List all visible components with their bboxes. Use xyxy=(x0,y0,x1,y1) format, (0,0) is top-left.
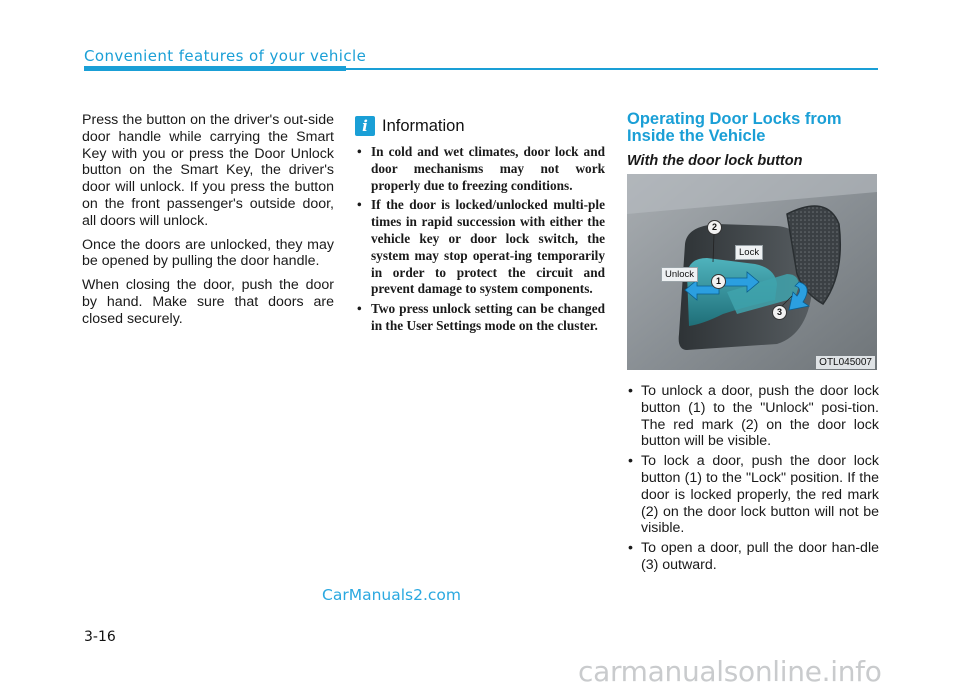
watermark-link[interactable]: CarManuals2.com xyxy=(322,586,461,604)
information-icon: i xyxy=(355,116,375,136)
list-item: • To lock a door, push the door lock button (1) to the "Lock" position. If the door is locked properly, the red mark (2) on the door lock button will not be visible. xyxy=(627,453,879,537)
header-accent-bar xyxy=(84,66,346,71)
page-number: 3-16 xyxy=(84,629,116,645)
section-header-title: Convenient features of your vehicle xyxy=(84,47,367,65)
intro-paragraph: Press the button on the driver's out-side door handle while carrying the Smart Key with you or press the Door Unlock button on the Smart Key, the driver's door will unlock. If you press the button on the front passenger's outside door, all doors will unlock. xyxy=(82,112,334,229)
section-subtitle: With the door lock button xyxy=(627,153,803,169)
information-list xyxy=(355,144,605,335)
column-intro xyxy=(82,112,334,335)
unlock-label: Unlock xyxy=(661,267,698,282)
figure-caption: OTL045007 xyxy=(816,356,875,369)
list-item: • To unlock a door, push the door lock button (1) to the "Unlock" posi-tion. The red mark (2) on the door lock button will be visible. xyxy=(627,383,879,450)
callout-badge-1: 1 xyxy=(711,274,726,289)
list-item: • Two press unlock setting can be changed in the User Settings mode on the cluster. xyxy=(355,301,605,335)
information-title: Information xyxy=(382,116,465,135)
intro-paragraph: Once the doors are unlocked, they may be opened by pulling the door handle. xyxy=(82,236,334,270)
lock-label: Lock xyxy=(735,245,763,260)
watermark-text: carmanualsonline.info xyxy=(578,655,882,688)
information-box xyxy=(355,115,605,338)
callout-badge-2: 2 xyxy=(707,220,722,235)
callout-badge-3: 3 xyxy=(772,305,787,320)
column-door-locks xyxy=(627,111,879,169)
list-item: • If the door is locked/unlocked multi-ple times in rapid succession with either the vehicle key or door lock switch, the system may stop operat-ing temporarily in order to protect the circuit and prevent damage to system components. xyxy=(355,197,605,298)
intro-paragraph: When closing the door, push the door by hand. Make sure that doors are closed securely. xyxy=(82,277,334,327)
door-lock-instructions xyxy=(627,383,879,577)
door-lock-figure xyxy=(627,174,877,370)
header-divider-line xyxy=(346,68,878,70)
list-item: • To open a door, pull the door han-dle (3) outward. xyxy=(627,540,879,574)
list-item: • In cold and wet climates, door lock and door mechanisms may not work properly due to freezing conditions. xyxy=(355,144,605,194)
section-title: Operating Door Locks from Inside the Vehicle xyxy=(627,110,842,145)
information-header xyxy=(355,115,605,137)
